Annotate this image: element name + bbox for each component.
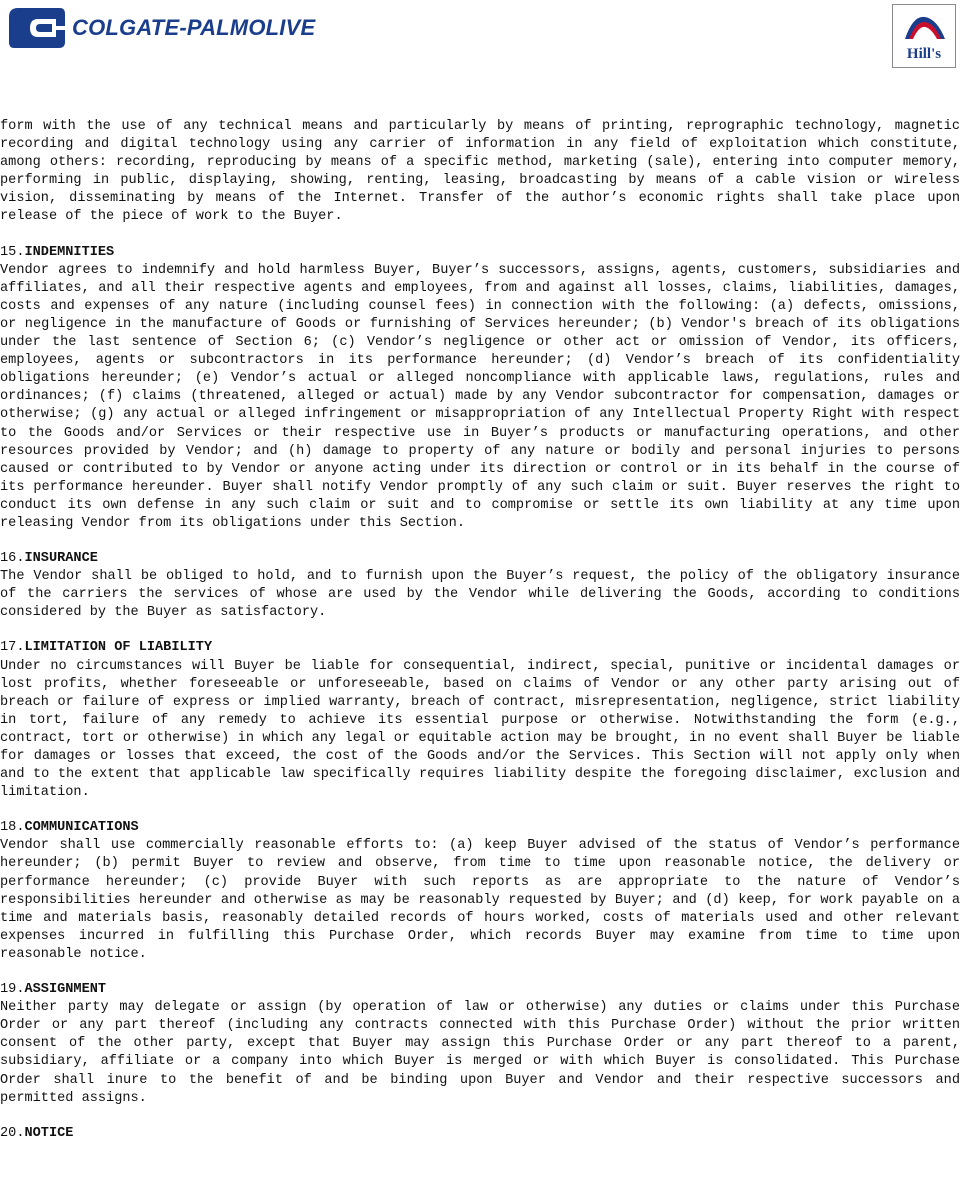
section-heading xyxy=(0,244,960,262)
section-title: INSURANCE xyxy=(24,551,98,567)
section-body: The Vendor shall be obliged to hold, and to furnish upon the Buyer’s request, the policy of the obligatory insurance of the carriers the services of whose are used by the Vendor while delivering the Goods, according to conditions considered by the Buyer as satisfactory. xyxy=(0,569,960,621)
section-body: Vendor agrees to indemnify and hold harmless Buyer, Buyer’s successors, assigns, agents, customers, subsidiaries and affiliates, and all their respective agents and employees, from and against all losses, claims, liabilities, damages, costs and expenses of any nature (including counsel fees) in connection with the following: (a) defects, omissions, or negligence in the manufacture of Goods or furnishing of Services hereunder; (b) Vendor's breach of its obligations under the last sentence of Section 6; (c) Vendor’s negligence or other act or omission of Vendor, its officers, employees, agents or subcontractors in its performance hereunder; (d) Vendor’s breach of its confidentiality obligations hereunder; (e) Vendor’s actual or alleged noncompliance with applicable laws, regulations, rules and ordinances; (f) claims (threatened, alleged or actual) made by any Vendor subcontractor for compensation, damages or otherwise; (g) any actual or alleged infringement or misappropriation of any Intellectual Property Right with respect to the Goods and/or Services or their respective use in Buyer’s products or manufacturing operations, and other resources provided by Vendor; and (h) damage to property of any nature or bodily and personal injuries to persons caused or contributed to by Vendor or anyone acting under its direction or control or in its behalf in the course of its performance hereunder. Buyer shall notify Vendor promptly of any such claim or suit. Buyer reserves the right to conduct its own defense in any such claim or suit and to compromise or settle its own liability at any time upon releasing Vendor from its obligations under this Section. xyxy=(0,262,960,531)
section-number: 17. xyxy=(0,640,25,656)
section-title: LIMITATION OF LIABILITY xyxy=(24,640,213,656)
section-limitation-of-liability xyxy=(0,639,960,802)
section-body: Vendor shall use commercially reasonable efforts to: (a) keep Buyer advised of the status of Vendor’s performance hereunder; (b) permit Buyer to review and observe, from time to time upon reasonable notice, the delivery or performance hereunder; (c) provide Buyer with such reports as are appropriate to the nature of Vendor’s responsibilities hereunder and otherwise as may be reasonably requested by Buyer; and (d) keep, for work payable on a time and materials basis, reasonably detailed records of hours worked, costs of materials used and other relevant expenses incurred in fulfilling this Purchase Order, which records Buyer may examine from time to time upon reasonable notice. xyxy=(0,838,960,962)
section-heading xyxy=(0,1125,960,1143)
section-number: 15. xyxy=(0,244,25,260)
section-number: 19. xyxy=(0,982,25,998)
document-body xyxy=(0,118,960,1143)
section-notice xyxy=(0,1125,960,1143)
section-heading xyxy=(0,639,960,657)
section-number: 18. xyxy=(0,820,25,836)
colgate-palmolive-wordmark: COLGATE-PALMOLIVE xyxy=(72,15,316,40)
section-indemnities xyxy=(0,244,960,534)
section-title: INDEMNITIES xyxy=(24,244,115,260)
page-header xyxy=(0,0,960,80)
section-insurance xyxy=(0,550,960,622)
colgate-palmolive-mark-icon xyxy=(8,6,66,50)
hills-mountain-icon xyxy=(903,11,947,41)
section-body: Neither party may delegate or assign (by operation of law or otherwise) any duties or claims under this Purchase Order or any part thereof (including any contracts connected with this Purchase Order) without the prior written consent of the other party, except that Buyer may assign this Purchase Order or any part thereof to a parent, subsidiary, affiliate or a company into which Buyer is merged or with which Buyer is consolidated. This Purchase Order shall inure to the benefit of and be binding upon Buyer and Vendor and their respective successors and permitted assigns. xyxy=(0,1000,960,1106)
section-communications xyxy=(0,819,960,964)
colgate-palmolive-logo xyxy=(8,6,315,50)
section-title: COMMUNICATIONS xyxy=(24,820,139,836)
section-title: NOTICE xyxy=(24,1125,74,1141)
section-number: 16. xyxy=(0,551,25,567)
section-heading xyxy=(0,550,960,568)
hills-wordmark: Hill's xyxy=(906,46,942,62)
section-assignment xyxy=(0,981,960,1108)
section-title: ASSIGNMENT xyxy=(24,982,107,998)
section-heading xyxy=(0,981,960,999)
section-number: 20. xyxy=(0,1125,25,1141)
section-heading xyxy=(0,819,960,837)
section-body: Under no circumstances will Buyer be liable for consequential, indirect, special, punitive or incidental damages or lost profits, whether foreseeable or unforeseeable, based on claims of Vendor or any other party arising out of breach or failure of express or implied warranty, breach of contract, misrepresentation, negligence, strict liability in tort, failure of any remedy to achieve its essential purpose or otherwise. Notwithstanding the form (e.g., contract, tort or otherwise) in which any legal or equitable action may be brought, in no event shall Buyer be liable for damages or losses that exceed, the cost of the Goods and/or the Services. This Section will not apply only when and to the extent that applicable law specifically requires liability despite the foregoing disclaimer, exclusion and limitation. xyxy=(0,658,960,801)
hills-logo xyxy=(892,4,956,68)
intro-paragraph: form with the use of any technical means and particularly by means of printing, reprographic technology, magnetic recording and digital technology using any carrier of information in any field of exploitation which constitute, among others: recording, reproducing by means of a specific method, marketing (sale), entering into computer memory, performing in public, displaying, showing, renting, leasing, broadcasting by means of a cable vision or wireless vision, disseminating by means of the Internet. Transfer of the author’s economic rights shall take place upon release of the piece of work to the Buyer. xyxy=(0,119,960,225)
